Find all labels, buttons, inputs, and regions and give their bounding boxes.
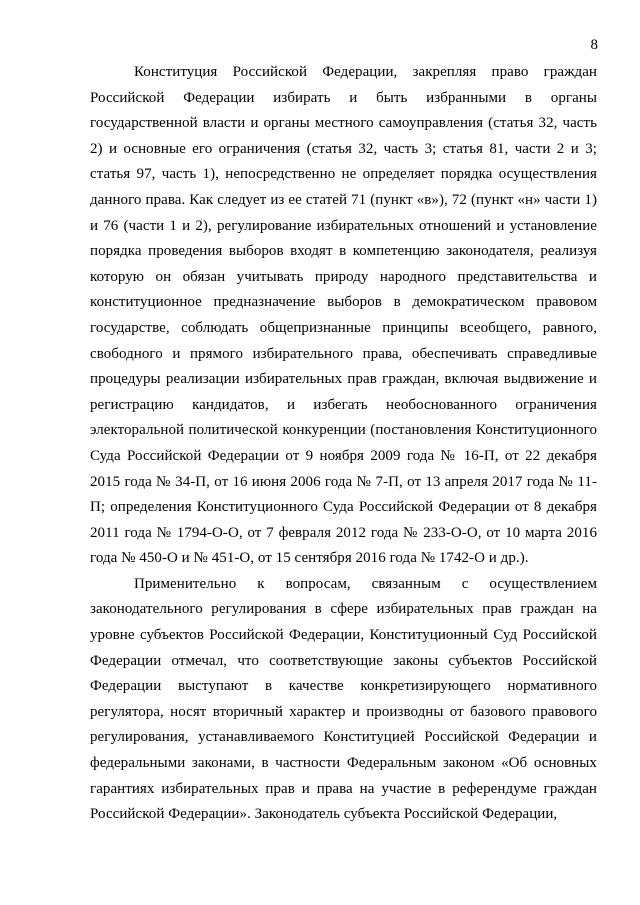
page-number: 8: [590, 37, 598, 53]
paragraph-regional-legislation: Применительно к вопросам, связанным с осуществлением законодательного регулирования в сфере избирательных прав граждан на уровне субъектов Российской Федерации, Конституционный Суд Российской Федерации отмечал, что соответствующие законы субъектов Российской Федерации выступают в качестве конкретизирующего нормативного регулятора, носят вторичный характер и производны от базового правового регулирования, устанавливаемого Конституцией Российской Федерации и федеральными законами, в частности Федеральным законом «Об основных гарантиях избирательных прав и права на участие в референдуме граждан Российской Федерации». Законодатель субъекта Российской Федерации,: [90, 575, 597, 823]
paragraph-constitution-electoral-rights: Конституция Российской Федерации, закрепляя право граждан Российской Федерации избирать и быть избранными в органы государственной власти и органы местного самоуправления (статья 32, часть 2) и основные его ограничения (статья 32, часть 3; статья 81, части 2 и 3; статья 97, часть 1), непосредственно не определяет порядка осуществления данного права. Как следует из ее статей 71 (пункт «в»), 72 (пункт «н» части 1) и 76 (части 1 и 2), регулирование избирательных отношений и установление порядка проведения выборов входят в компетенцию законодателя, реализуя которую он обязан учитывать природу народного представительства и конституционное предназначение выборов в демократическом правовом государстве, соблюдать общепризнанные принципы всеобщего, равного, свободного и прямого избирательного права, обеспечивать справедливые процедуры реализации избирательных прав граждан, включая выдвижение и регистрацию кандидатов, и избегать необоснованного ограничения электоральной политической конкуренции (постановления Конституционного Суда Российской Федерации от 9 ноября 2009 года № 16-П, от 22 декабря 2015 года № 34-П, от 16 июня 2006 года № 7-П, от 13 апреля 2017 года № 11-П; определения Конституционного Суда Российской Федерации от 8 декабря 2011 года № 1794-О-О, от 7 февраля 2012 года № 233-О-О, от 10 марта 2016 года № 450-О и № 451-О, от 15 сентября 2016 года № 1742-О и др.).: [90, 64, 597, 567]
document-body: [90, 60, 597, 828]
